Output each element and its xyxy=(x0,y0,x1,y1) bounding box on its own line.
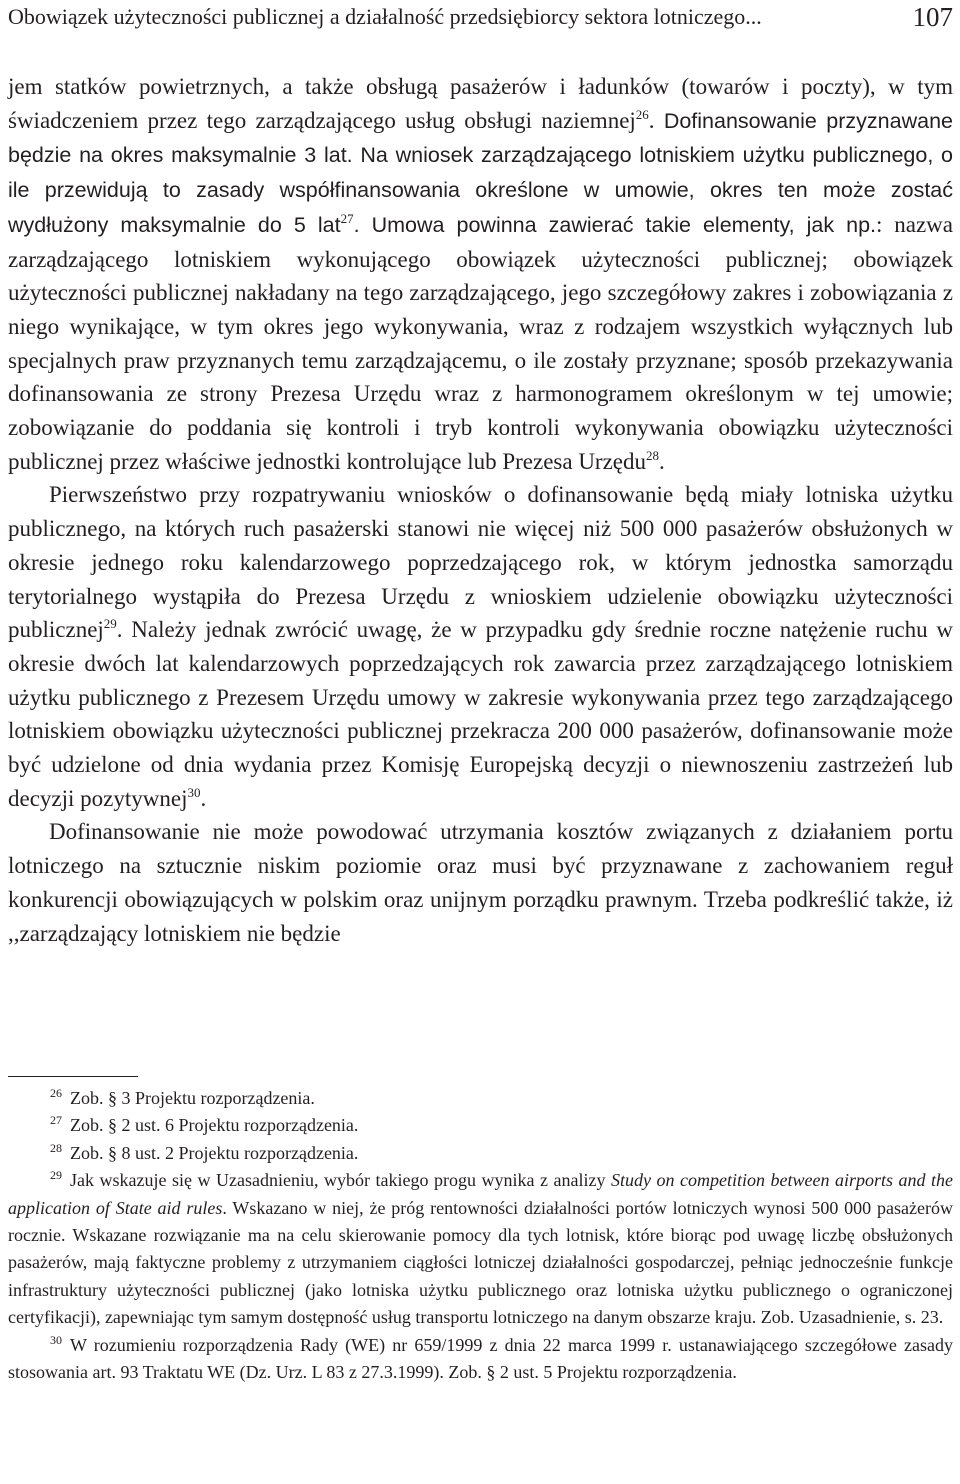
text-run-sans: . Umowa powinna zawierać takie elementy, jak np. xyxy=(353,212,877,237)
footnote-ref-28: 28 xyxy=(646,447,660,463)
text-run: . Należy jednak zwrócić uwagę, że w przypadku gdy średnie roczne natężenie ruchu w okresie dwóch lat kalendarzowych poprzedzających rok zawarcia przez zarządzającego lotniskiem użytku publicznego z Prezesem Urzędu umowy w zakresie wykonywania przez tego zarządzającego lotniskiem obowiązku użyteczności publicznej przekracza 200 000 pasażerów, dofinansowanie może być udzielone od dnia wydania przez Komisję Europejską decyzji o niewnoszeniu zastrzeżeń lub decyzji pozytywnej xyxy=(8,617,953,811)
footnote-text: Zob. § 8 ust. 2 Projektu rozporządzenia. xyxy=(70,1142,359,1163)
paragraph-1 xyxy=(8,70,953,478)
text-run: : nazwa zarządzającego lotniskiem wykonującego obowiązek użyteczności publicznej; obowiązek użyteczności publicznej nakładany na tego zarządzającego, jego szczegółowy zakres i zobowiązania z niego wynikające, w tym okres jego wykonywania, wraz z rodzajem wszystkich wyłącznych lub specjalnych praw przyznanych temu zarządzającemu, o ile zostały przyznane; sposób przekazywania dofinansowania ze strony Prezesa Urzędu wraz z harmonogramem określonym w tej umowie; zobowiązanie do poddania się kontroli i tryb kontroli wykonywania obowiązku użyteczności publicznej przez właściwe jednostki kontrolujące lub Prezesa Urzędu xyxy=(8,211,953,474)
text-run-sans: Na wniosek zarządzającego lotniskiem użytku publicznego, o ile przewidują to zasady współfinansowania określone w umowie, okres ten może zostać wydłużony maksymalnie do 5 lat xyxy=(8,143,953,237)
footnote-text: Zob. § 3 Projektu rozporządzenia. xyxy=(70,1088,315,1108)
text-run: jem statków powietrznych, a także obsługą pasażerów i ładunków (towarów i poczty), w tym świadczeniem przez tego zarządzającego usług obsługi naziemnej xyxy=(8,74,953,133)
page-number: 107 xyxy=(912,2,953,32)
footnote-29: $^{29}$ Jak wskazuje się w Uzasadnieniu, wybór takiego progu wynika z analizy Study on competition between airports and the application of State aid rules. Wskazano w niej, że próg rentowności działalności portów lotniczych wynosi 500 000 pasażerów rocznie. Wskazane rozwiązanie ma na celu skierowanie pomocy dla tych lotnisk, które biorąc pod uwagę liczbę obsłużonych pasażerów, mają faktyczne problemy z utrzymaniem ciągłości lotniczej działalności gospodarczej, pełniąc jednocześnie funkcje infrastruktury użyteczności publicznej (jako lotniska użytku publicznego oraz lotniska użytku publicznego o ograniczonej certyfikacji), zapewniając tym samym dostępność usług transportu lotniczego na danym obszarze kraju. Zob. Uzasadnienie, s. 23. xyxy=(8,1168,954,1328)
text-run: . xyxy=(659,448,665,474)
running-title: Obowiązek użyteczności publicznej a działalność przedsiębiorcy sektora lotniczego... xyxy=(8,4,762,29)
footnote-26: $^{26}$ Zob. § 3 Projektu rozporządzenia. xyxy=(50,1086,315,1108)
footnote-text: . Wskazano w niej, że próg rentowności działalności portów lotniczych wynosi 500 000 pasażerów rocznie. Wskazane rozwiązanie ma na celu skierowanie pomocy dla tych lotnisk, które biorąc pod uwagę liczbę obsłużonych pasażerów, mają faktyczne problemy z utrzymaniem ciągłości lotniczej działalności gospodarczej, pełniąc jednocześnie funkcje infrastruktury użyteczności publicznej (jako lotniska użytku publicznego oraz lotniska użytku publicznego o ograniczonej certyfikacji), zapewniając tym samym dostępność usług transportu lotniczego na danym obszarze kraju. Zob. Uzasadnienie, s. 23. xyxy=(8,1197,953,1328)
footnotes xyxy=(8,1085,953,1386)
footnote-italic-title: Study on competition between airports and the application of State aid rules xyxy=(8,1170,954,1218)
document-page xyxy=(8,0,953,1484)
footnote-text: Zob. § 2 ust. 6 Projektu rozporządzenia. xyxy=(70,1115,359,1136)
footnote-ref-29: 29 xyxy=(103,616,117,632)
footnote-text: W rozumieniu rozporządzenia Rady (WE) nr 659/1999 z dnia 22 marca 1999 r. ustanawiającego szczegółowe zasady stosowania art. 93 Traktatu WE (Dz. Urz. L 83 z 27.3.1999). Zob. § 2 ust. 5 Projektu rozporządzenia. xyxy=(8,1334,953,1383)
footnote-28: $^{28}$ Zob. § 8 ust. 2 Projektu rozporządzenia. xyxy=(50,1140,359,1163)
footnote-30: $^{30}$ W rozumieniu rozporządzenia Rady (WE) nr 659/1999 z dnia 22 marca 1999 r. ustanawiającego szczegółowe zasady stosowania art. 93 Traktatu WE (Dz. Urz. L 83 z 27.3.1999). Zob. § 2 ust. 5 Projektu rozporządzenia. xyxy=(8,1332,953,1383)
footnote-divider xyxy=(8,1076,138,1077)
text-run: Dofinansowanie nie może powodować utrzymania kosztów związanych z działaniem portu lotniczego na sztucznie niskim poziomie oraz musi być przyznawane z zachowaniem reguł konkurencji obowiązujących w polskim oraz unijnym porządku prawnym. Trzeba podkreślić także, iż ,,zarządzający lotniskiem nie będzie xyxy=(8,819,953,946)
main-text xyxy=(8,70,953,950)
text-run: Pierwszeństwo przy rozpatrywaniu wniosków o dofinansowanie będą miały lotniska użytku publicznego, na których ruch pasażerski stanowi nie więcej niż 500 000 pasażerów obsłużonych w okresie jednego roku kalendarzowego poprzedzającego rok, w którym jednostka samorządu terytorialnego wystąpiła do Prezesa Urzędu z wnioskiem udzielenie obowiązku użyteczności publicznej xyxy=(8,482,953,643)
text-run: . xyxy=(200,785,207,811)
footnote-ref-30: 30 xyxy=(187,784,201,800)
text-run-sans: Dofinansowanie przyznawane będzie na okres maksymalnie 3 lat. xyxy=(8,108,953,168)
text-run: . xyxy=(648,107,664,133)
paragraph-3 xyxy=(8,815,953,950)
footnote-ref-27: 27 xyxy=(340,210,354,226)
footnote-text: Jak wskazuje się w Uzasadnieniu, wybór takiego progu wynika z analizy xyxy=(70,1170,611,1191)
footnote-27: $^{27}$ Zob. § 2 ust. 6 Projektu rozporządzenia. xyxy=(50,1113,359,1136)
paragraph-2 xyxy=(8,478,953,815)
running-header xyxy=(8,2,953,32)
footnote-ref-26: 26 xyxy=(635,106,649,122)
